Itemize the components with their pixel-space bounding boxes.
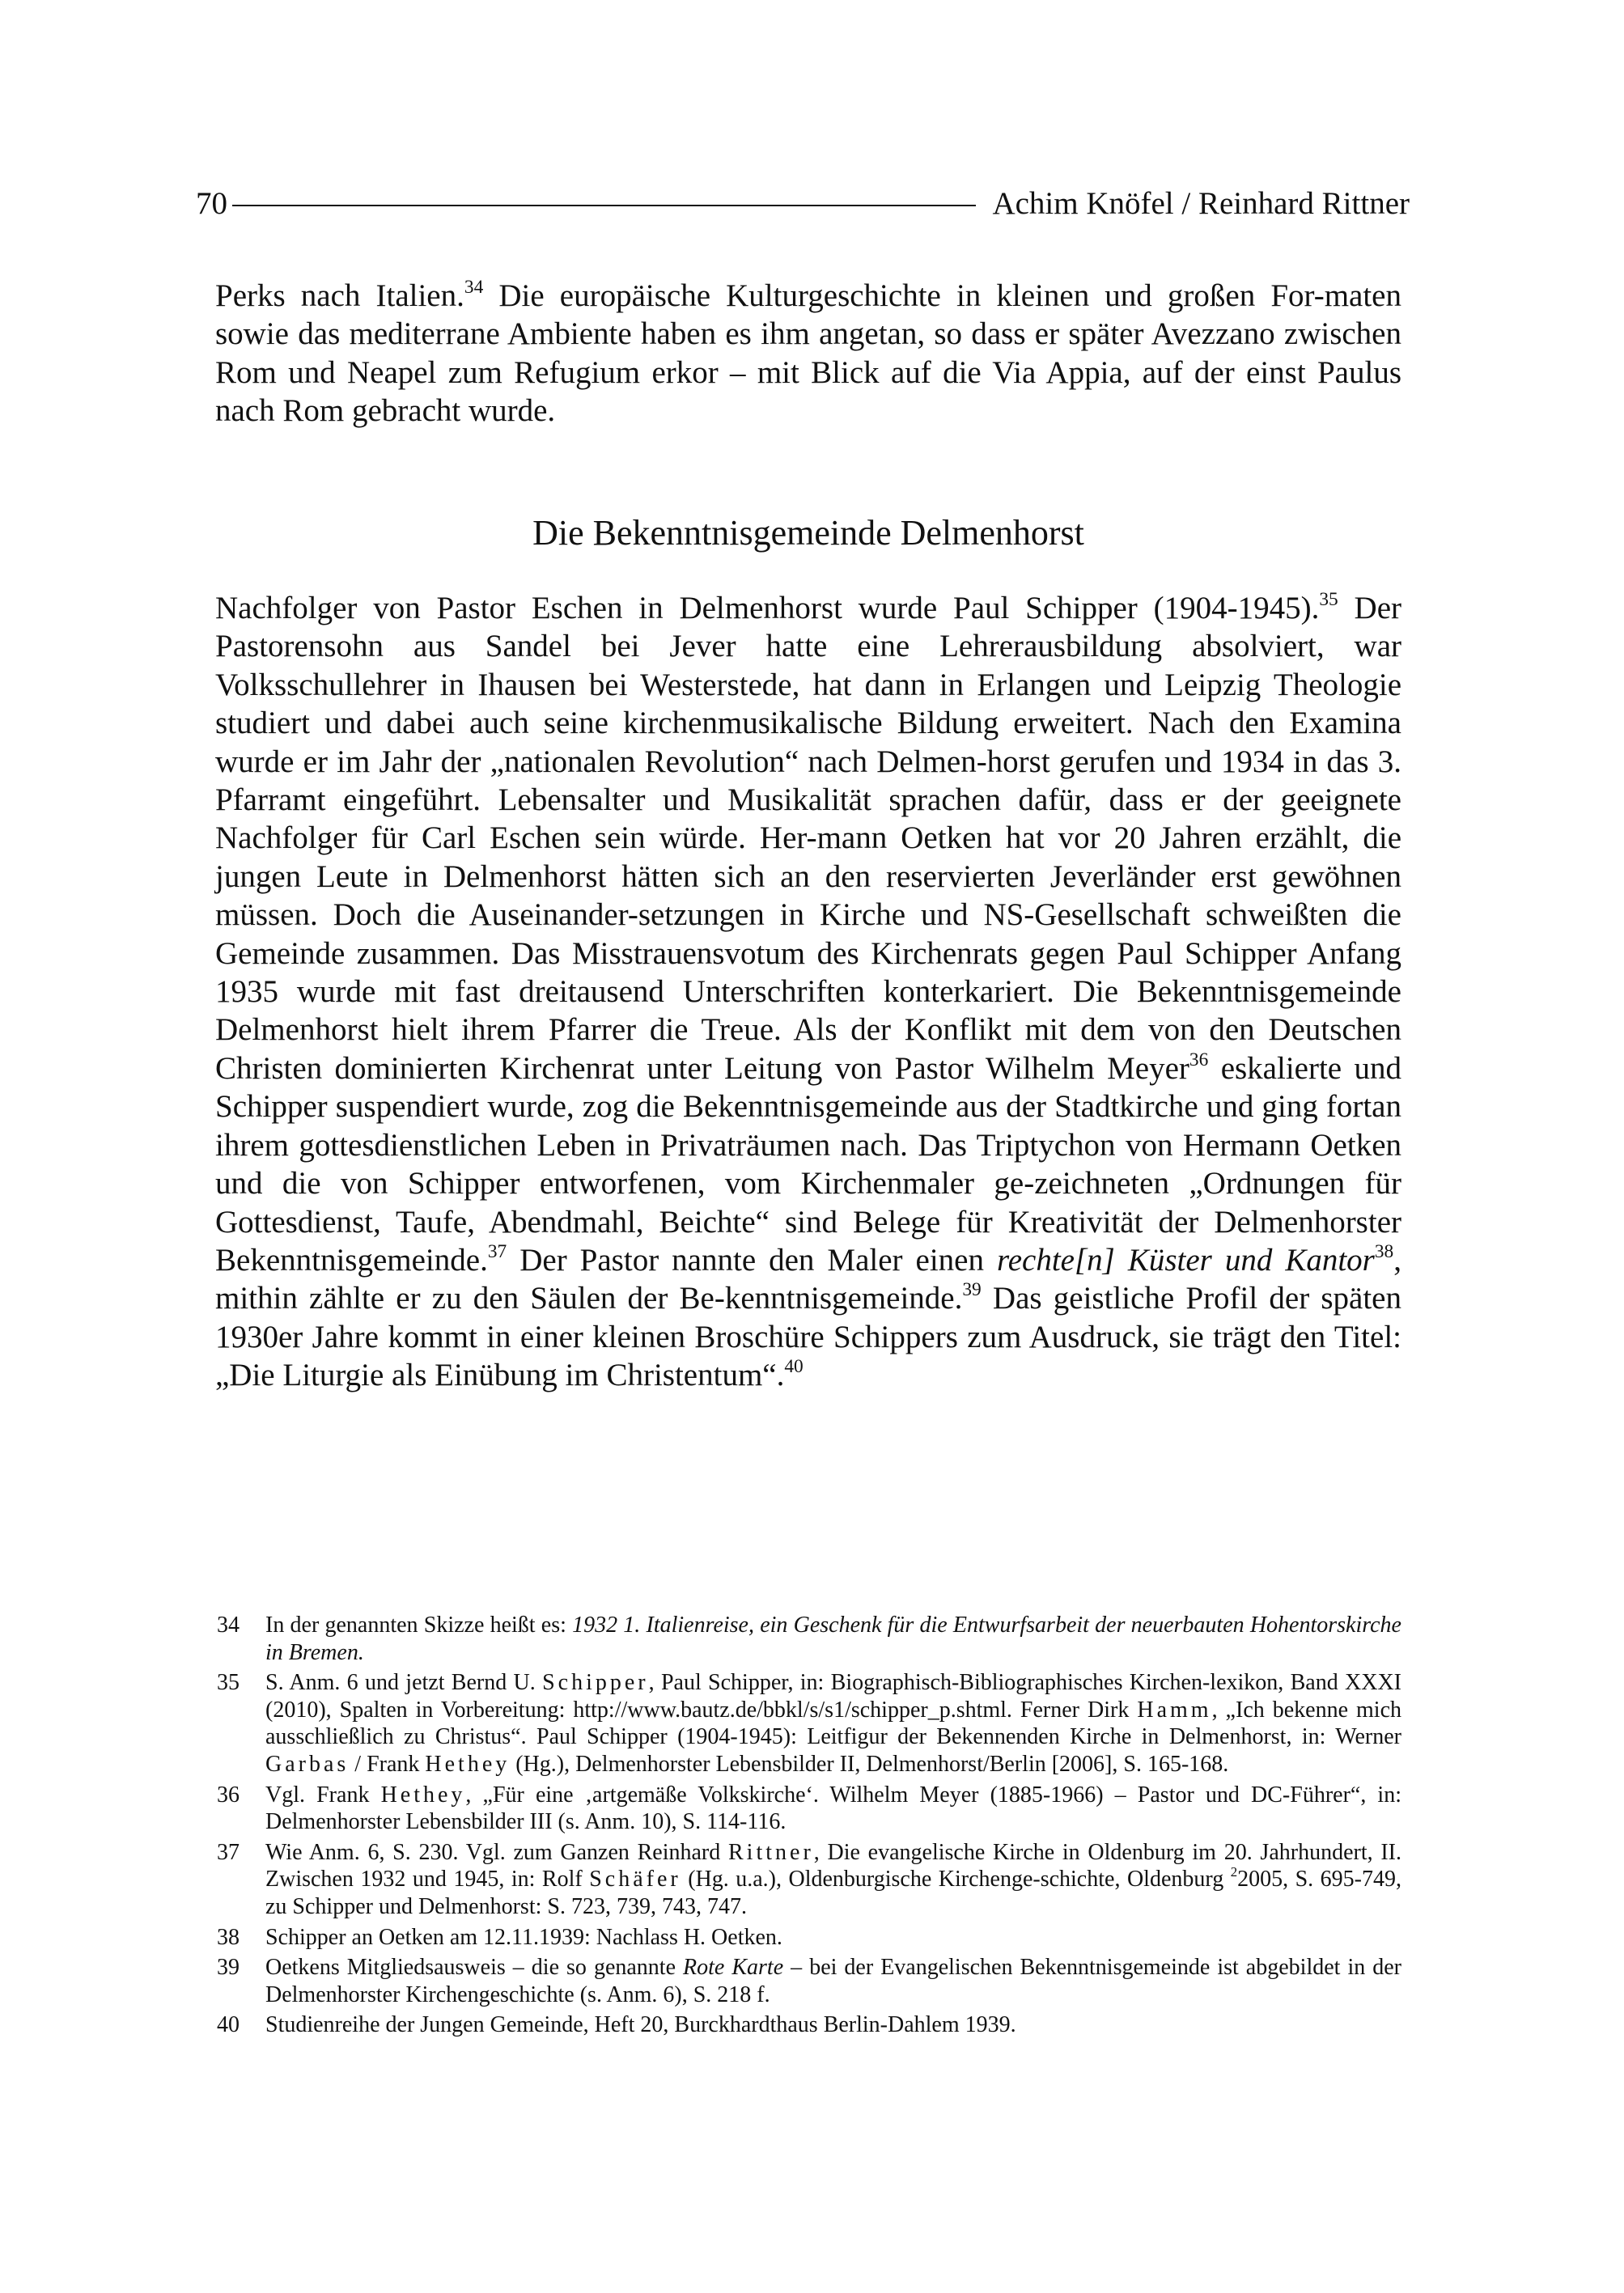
author-name: Schäfer (589, 1867, 681, 1892)
text-run: Die europäische Kulturgeschichte in kleinen und großen For-maten sowie das mediterrane Ambiente haben es ihm angetan, so dass er später Avezzano zwischen Rom und Neapel zum Refugium erkor – mit Blick auf die Via Appia, auf der einst Paulus nach Rom gebracht wurde. (215, 278, 1401, 429)
author-name: Hamm (1137, 1697, 1212, 1723)
text-run: , „Für eine ‚artgemäße Volkskirche‘. Wilhelm Meyer (1885-1966) – Pastor und DC-Führer“, in: Delmenhorster Lebensbilder III (s. Anm. 10), S. 114-116. (265, 1782, 1401, 1835)
footnote-number: 39 (217, 1955, 240, 1981)
author-name: Rittner (728, 1839, 814, 1865)
text-run: Studienreihe der Jungen Gemeinde, Heft 20, Burckhardthaus Berlin-Dahlem 1939. (265, 2012, 1016, 2038)
text-run: (Hg. u.a.), Oldenburgische Kirchenge-schichte, Oldenburg (681, 1867, 1231, 1892)
text-run: – bei der Evangelischen Bekenntnisgemeinde ist abgebildet in der Delmenhorster Kirchengeschichte (s. Anm. 6), S. 218 f. (265, 1955, 1402, 2007)
footnote-ref-38[interactable]: 38 (1374, 1240, 1394, 1262)
author-name: Garbas (265, 1751, 350, 1777)
footnote-number: 40 (217, 2012, 240, 2038)
italic-quote: Rote Karte (683, 1955, 784, 1981)
text-run: , Die evangelische Kirche in Oldenburg im 20. Jahrhundert, II. Zwischen 1932 und 1945, in: Rolf (265, 1839, 1401, 1892)
text-run: Das geistliche Profil der späten 1930er Jahre kommt in einer kleinen Broschüre Schippers zum Ausdruck, sie trägt den Titel: „Die Liturgie als Einübung im Christentum“. (215, 1281, 1401, 1393)
text-run: Schipper an Oetken am 12.11.1939: Nachlass H. Oetken. (265, 1924, 782, 1950)
footnote-ref-34[interactable]: 34 (464, 276, 484, 298)
text-run: , „Ich bekenne mich ausschließlich zu Christus“. Paul Schipper (1904-1945): Leitfigur der Bekennenden Kirche in Delmenhorst, in: Werner (265, 1697, 1402, 1750)
text-run: , Paul Schipper, in: Biographisch-Bibliographisches Kirchen-lexikon, Band XXXI (2010), Spalten in Vorbereitung: http://www.bautz.de/bbkl/s/s1/schipper_p.shtml. Ferner Dirk (265, 1670, 1402, 1723)
italic-quote: rechte[n] Küster und Kantor (996, 1242, 1375, 1278)
footnote-ref-36[interactable]: 36 (1189, 1049, 1209, 1070)
footnote-number: 38 (217, 1924, 240, 1950)
text-run: , mithin zählte er zu den Säulen der Be-kenntnisgemeinde. (215, 1242, 1401, 1316)
running-head (196, 184, 1410, 223)
footnotes (217, 1612, 1401, 2042)
text-run: Vgl. Frank (265, 1782, 381, 1808)
text-run: Perks nach Italien. (215, 278, 464, 313)
footnote-number: 37 (217, 1839, 240, 1865)
text-run: (Hg.), Delmenhorster Lebensbilder II, Delmenhorst/Berlin [2006], S. 165-168. (510, 1751, 1229, 1777)
text-run: S. Anm. 6 und jetzt Bernd U. (265, 1670, 543, 1696)
author-name: Hethey (425, 1751, 511, 1777)
footnote-ref-40[interactable]: 40 (784, 1355, 804, 1377)
footnote-number: 35 (217, 1670, 240, 1696)
footnote-38 (217, 1924, 1401, 1952)
footnote-number: 36 (217, 1782, 240, 1808)
footnote-ref-39[interactable]: 39 (962, 1278, 982, 1300)
footnote-number: 34 (217, 1613, 240, 1638)
text-run: In der genannten Skizze heißt es: (265, 1613, 573, 1638)
paragraph-intro (215, 277, 1401, 430)
text-run: Der Pastor nannte den Maler einen (507, 1242, 997, 1278)
text-run: 2005, S. 695-749, zu Schipper und Delmenhorst: S. 723, 739, 743, 747. (265, 1867, 1401, 1919)
footnote-35 (217, 1669, 1401, 1778)
text-run: / Frank (349, 1751, 426, 1777)
italic-quote: 1932 1. Italienreise, ein Geschenk für die Entwurfsarbeit der neuerbauten Hohentorskirche in Bremen. (265, 1613, 1401, 1665)
paragraph-bekenntnisgemeinde (215, 589, 1401, 1395)
footnote-34 (217, 1612, 1401, 1666)
text-run: Wie Anm. 6, S. 230. Vgl. zum Ganzen Reinhard (265, 1839, 728, 1865)
footnote-40 (217, 2011, 1401, 2039)
text-run: eskalierte und Schipper suspendiert wurde, zog die Bekenntnisgemeinde aus der Stadtkirche und ging fortan ihrem gottesdienstlichen Leben in Privaträumen nach. Das Triptychon von Hermann Oetken und die von Schipper entworfenen, vom Kirchenmaler ge-zeichneten „Ordnungen für Gottesdienst, Taufe, Abendmahl, Beichte“ sind Belege für Kreativität der Delmenhorster Bekenntnisgemeinde. (215, 1050, 1401, 1278)
header-rule (232, 205, 976, 206)
footnote-36 (217, 1782, 1401, 1836)
footnote-37 (217, 1839, 1401, 1921)
footnote-39 (217, 1954, 1401, 2008)
text-run: Der Pastorensohn aus Sandel bei Jever hatte eine Lehrerausbildung absolviert, war Volksschullehrer in Ihausen bei Westerstede, hat dann in Erlangen und Leipzig Theologie studiert und dabei auch seine kirchenmusikalische Bildung erweitert. Nach den Examina wurde er im Jahr der „nationalen Revolution“ nach Delmen-horst gerufen und 1934 in das 3. Pfarramt eingeführt. Lebensalter und Musikalität sprachen dafür, dass er der geeignete Nachfolger für Carl Eschen sein würde. Her-mann Oetken hat vor 20 Jahren erzählt, die jungen Leute in Delmenhorst hätten sich an den reservierten Jeverländer erst gewöhnen müssen. Doch die Auseinander-setzungen in Kirche und NS-Gesellschaft schweißten die Gemeinde zusammen. Das Misstrauensvotum des Kirchenrats gegen Paul Schipper Anfang 1935 wurde mit fast dreitausend Unterschriften konterkariert. Die Bekenntnisgemeinde Delmenhorst hielt ihrem Pfarrer die Treue. Als der Konflikt mit dem von den Deutschen Christen dominierten Kirchenrat unter Leitung von Pastor Wilhelm Meyer (215, 591, 1401, 1086)
edition-superscript: 2 (1230, 1864, 1238, 1880)
footnote-ref-35[interactable]: 35 (1319, 588, 1338, 610)
section-heading: Die Bekenntnisgemeinde Delmenhorst (532, 513, 1084, 553)
author-name: Hethey (380, 1782, 466, 1808)
text-run: Nachfolger von Pastor Eschen in Delmenhorst wurde Paul Schipper (1904-1945). (215, 591, 1320, 625)
running-head-authors: Achim Knöfel / Reinhard Rittner (992, 186, 1410, 221)
text-run: Oetkens Mitgliedsausweis – die so genannte (265, 1955, 684, 1981)
author-name: Schipper (542, 1670, 649, 1696)
footnote-ref-37[interactable]: 37 (487, 1240, 507, 1262)
page-number: 70 (196, 186, 227, 221)
